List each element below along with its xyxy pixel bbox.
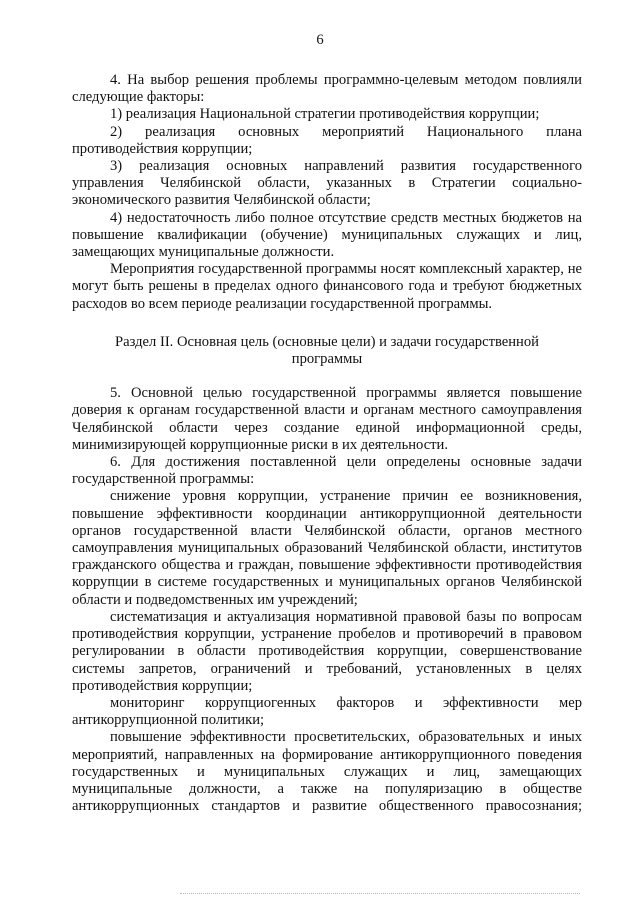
factor-item-1: 1) реализация Национальной стратегии противодействия коррупции; <box>110 106 540 123</box>
task-item-3: мониторинг коррупциогенных факторов и эффективности мер антикоррупционной политики; <box>72 694 582 729</box>
paragraph-6-intro: 6. Для достижения поставленной цели определены основные задачи государственной программы: <box>72 454 582 488</box>
section-title-line-2: программы <box>291 351 363 368</box>
factor-item-3: 3) реализация основных направлений развития государственного управления Челябинской области, указанных в Стратегии социально-экономического развития Челябинской области; <box>72 158 582 209</box>
page-content <box>72 72 582 815</box>
factor-item-4: 4) недостаточность либо полное отсутствие средств местных бюджетов на повышение квалификации (обучение) муниципальных служащих и лиц, замещающих муниципальные должности. <box>72 209 582 261</box>
section-title-line-1: Раздел II. Основная цель (основные цели) и задачи государственной <box>115 333 539 350</box>
paragraph-5: 5. Основной целью государственной программы является повышение доверия к органам государственной власти и органам местного самоуправления Челябинской области через создание единой информационной среды, минимизирующей коррупционные риски в их деятельности. <box>72 385 582 453</box>
paragraph-4-intro: 4. На выбор решения проблемы программно-целевым методом повлияли следующие факторы: <box>72 72 582 106</box>
page-number: 6 <box>316 32 324 48</box>
factor-item-2: 2) реализация основных мероприятий Национального плана противодействия коррупции; <box>72 123 582 157</box>
footer-dotted-line <box>180 893 580 895</box>
section-title <box>72 334 582 368</box>
task-item-4: повышение эффективности просветительских, образовательных и иных мероприятий, направленных на формирование антикоррупционного поведения государственных и муниципальных служащих и лиц, замещающих муниципальные должности, а также на популяризацию в обществе антикоррупционных стандартов и развитие общественного правосознания; <box>72 729 582 815</box>
paragraph-complex-character: Мероприятия государственной программы носят комплексный характер, не могут быть решены в пределах одного финансового года и требуют бюджетных расходов во всем периоде реализации государственной программы. <box>72 261 582 312</box>
task-item-1: снижение уровня коррупции, устранение причин ее возникновения, повышение эффективности координации антикоррупционной деятельности органов государственной власти Челябинской области, органов местного самоуправления муниципальных образований Челябинской области, институтов гражданского общества и граждан, повышение эффективности противодействия коррупции в системе государственных и муниципальных органов Челябинской области и подведомственных им учреждений; <box>72 488 582 608</box>
task-item-2: систематизация и актуализация нормативной правовой базы по вопросам противодействия коррупции, устранение пробелов и противоречий в правовом регулировании в области противодействия коррупции, совершенствование системы запретов, ограничений и требований, установленных в целях противодействия коррупции; <box>72 608 582 694</box>
